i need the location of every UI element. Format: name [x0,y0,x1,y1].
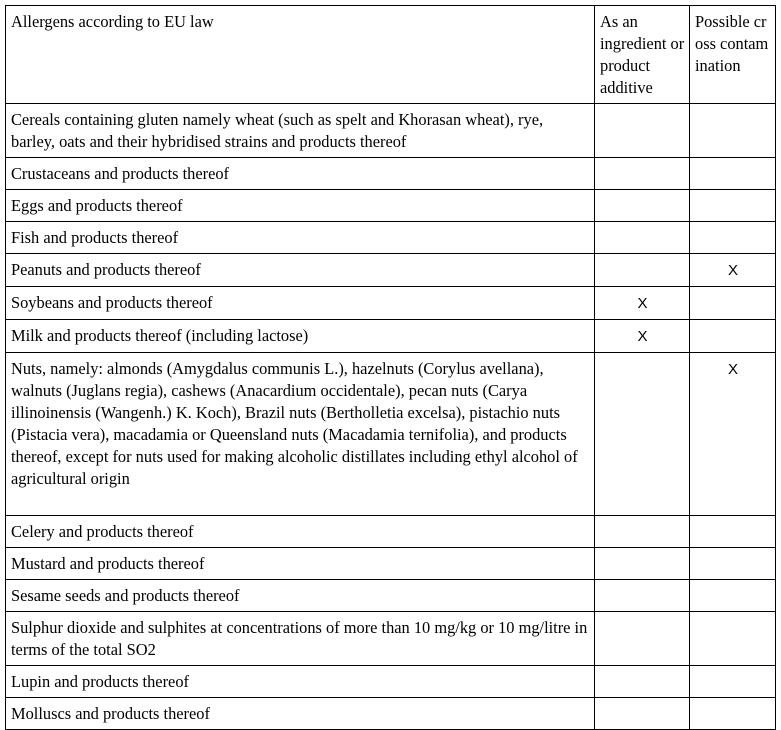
ingredient-mark [600,585,685,586]
table-row [6,190,776,222]
table-row [6,698,776,730]
allergen-cell: Lupin and products thereof [6,666,595,698]
cross-contamination-mark [695,292,771,293]
table-row [6,548,776,580]
cross-contamination-mark: X [727,361,738,378]
cross-contamination-cell [690,287,776,320]
ingredient-mark [600,553,685,554]
allergen-cell: Fish and products thereof [6,222,595,254]
ingredient-mark [600,109,685,110]
cross-contamination-cell [690,516,776,548]
cross-contamination-cell [690,104,776,158]
ingredient-mark: X [637,295,648,312]
allergen-table [5,5,776,730]
cross-contamination-mark [695,585,771,586]
header-row [6,6,776,104]
cross-contamination-cell [690,190,776,222]
allergen-cell: Soybeans and products thereof [6,287,595,320]
ingredient-cell [595,612,690,666]
table-row [6,580,776,612]
cross-contamination-mark [695,109,771,110]
ingredient-cell [595,104,690,158]
ingredient-mark [600,358,685,359]
ingredient-cell [595,254,690,287]
ingredient-cell [595,516,690,548]
table-row [6,254,776,287]
table-row [6,287,776,320]
table-row [6,516,776,548]
cross-contamination-cell [690,320,776,353]
allergen-cell: Mustard and products thereof [6,548,595,580]
ingredient-cell [595,320,690,353]
allergen-cell: Sesame seeds and products thereof [6,580,595,612]
cross-contamination-mark [695,671,771,672]
cross-contamination-cell [690,548,776,580]
cross-contamination-mark [695,521,771,522]
table-row [6,353,776,516]
ingredient-cell [595,158,690,190]
table-row [6,320,776,353]
cross-contamination-mark [695,325,771,326]
cross-contamination-mark [695,227,771,228]
cross-contamination-mark [695,617,771,618]
table-row [6,666,776,698]
cross-contamination-cell [690,158,776,190]
allergen-cell: Milk and products thereof (including lactose) [6,320,595,353]
ingredient-cell [595,580,690,612]
table-row [6,612,776,666]
cross-contamination-cell [690,666,776,698]
ingredient-mark [600,671,685,672]
cross-contamination-cell [690,353,776,516]
ingredient-cell [595,548,690,580]
cross-contamination-cell [690,698,776,730]
table-row [6,104,776,158]
ingredient-mark [600,617,685,618]
cross-contamination-cell [690,612,776,666]
header-ingredient: As an ingredient or product additive [595,6,690,104]
ingredient-mark [600,259,685,260]
allergen-cell: Eggs and products thereof [6,190,595,222]
table-row [6,222,776,254]
header-allergens: Allergens according to EU law [6,6,595,104]
ingredient-cell [595,666,690,698]
ingredient-cell [595,287,690,320]
header-cross-contamination: Possible cross contamination [690,6,776,104]
cross-contamination-cell [690,254,776,287]
allergen-cell: Sulphur dioxide and sulphites at concentrations of more than 10 mg/kg or 10 mg/litre in terms of the total SO2 [6,612,595,666]
ingredient-mark [600,703,685,704]
allergen-cell: Celery and products thereof [6,516,595,548]
cross-contamination-mark [695,703,771,704]
ingredient-mark: X [637,328,648,345]
ingredient-cell [595,222,690,254]
ingredient-mark [600,163,685,164]
ingredient-mark [600,227,685,228]
ingredient-cell [595,698,690,730]
allergen-cell: Crustaceans and products thereof [6,158,595,190]
ingredient-cell [595,190,690,222]
cross-contamination-mark [695,195,771,196]
cross-contamination-cell [690,222,776,254]
cross-contamination-cell [690,580,776,612]
ingredient-mark [600,195,685,196]
table-row [6,158,776,190]
allergen-cell: Molluscs and products thereof [6,698,595,730]
ingredient-mark [600,521,685,522]
cross-contamination-mark [695,553,771,554]
cross-contamination-mark [695,163,771,164]
allergen-cell: Nuts, namely: almonds (Amygdalus communis L.), hazelnuts (Corylus avellana), walnuts (Juglans regia), cashews (Anacardium occidentale), pecan nuts (Carya illinoinensis (Wangenh.) K. Koch), Brazil nuts (Bertholletia excelsa), pistachio nuts (Pistacia vera), macadamia or Queensland nuts (Macadamia ternifolia), and products thereof, except for nuts used for making alcoholic distillates including ethyl alcohol of agricultural origin [6,353,595,516]
cross-contamination-mark: X [727,262,738,279]
allergen-cell: Cereals containing gluten namely wheat (such as spelt and Khorasan wheat), rye, barley, oats and their hybridised strains and products thereof [6,104,595,158]
allergen-cell: Peanuts and products thereof [6,254,595,287]
ingredient-cell [595,353,690,516]
